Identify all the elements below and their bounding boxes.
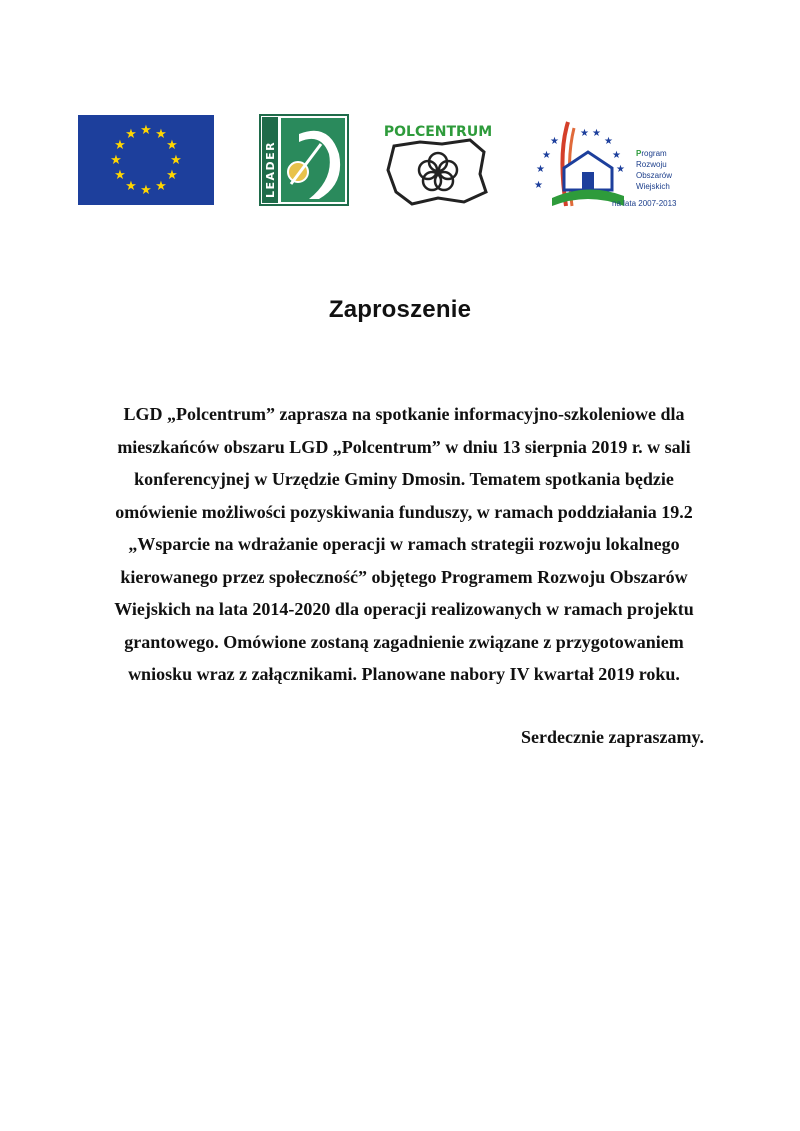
leader-logo <box>259 114 349 206</box>
svg-text:★: ★ <box>580 128 589 139</box>
eu-flag-logo <box>78 115 214 205</box>
svg-text:Obszarów: Obszarów <box>636 171 673 180</box>
body-line: Wiejskich na lata 2014-2020 dla operacji realizowanych w ramach projektu <box>114 599 694 619</box>
body-line: konferencyjnej w Urzędzie Gminy Dmosin. Tematem spotkania będzie <box>134 469 674 489</box>
svg-text:★: ★ <box>155 179 167 194</box>
svg-text:Rozwoju: Rozwoju <box>636 160 667 169</box>
document-title: Zaproszenie <box>328 296 472 323</box>
svg-text:★: ★ <box>166 138 178 153</box>
svg-text:★: ★ <box>140 123 152 138</box>
svg-text:★: ★ <box>155 127 167 142</box>
svg-text:★: ★ <box>550 136 559 147</box>
svg-text:★: ★ <box>170 153 182 168</box>
body-line: LGD „Polcentrum” zaprasza na spotkanie informacyjno-szkoleniowe dla <box>123 404 685 424</box>
svg-text:★: ★ <box>166 168 178 183</box>
svg-text:★: ★ <box>114 168 126 183</box>
svg-text:★: ★ <box>616 164 625 175</box>
svg-text:★: ★ <box>125 127 137 142</box>
logo-bar <box>0 110 800 220</box>
svg-text:★: ★ <box>536 164 545 175</box>
svg-text:★: ★ <box>534 180 543 191</box>
body-line: wniosku wraz z załącznikami. Planowane nabory IV kwartał 2019 roku. <box>128 664 680 684</box>
prow-logo <box>532 114 682 214</box>
svg-text:POLCENTRUM: POLCENTRUM <box>383 124 493 140</box>
invitation-body <box>96 398 712 691</box>
polcentrum-logo <box>380 118 496 210</box>
body-line: omówienie możliwości pozyskiwania funduszy, w ramach poddziałania 19.2 <box>115 501 693 522</box>
svg-text:★: ★ <box>592 128 601 139</box>
svg-text:Program: Program <box>636 149 667 158</box>
svg-text:Wiejskich: Wiejskich <box>636 182 670 191</box>
body-line: mieszkańców obszaru LGD „Polcentrum” w dniu 13 sierpnia 2019 r. w sali <box>117 436 691 457</box>
svg-text:★: ★ <box>114 138 126 153</box>
body-line: „Wsparcie na wdrażanie operacji w ramach strategii rozwoju lokalnego <box>128 534 680 554</box>
svg-text:★: ★ <box>125 179 137 194</box>
svg-text:★: ★ <box>140 183 152 198</box>
svg-text:na lata 2007-2013: na lata 2007-2013 <box>612 199 677 208</box>
svg-text:★: ★ <box>612 150 621 161</box>
svg-text:★: ★ <box>110 153 122 168</box>
svg-text:★: ★ <box>604 136 613 147</box>
svg-text:LEADER: LEADER <box>264 140 277 198</box>
body-line: kierowanego przez społeczność” objętego Programem Rozwoju Obszarów <box>120 566 688 587</box>
closing-line: Serdecznie zapraszamy. <box>521 727 704 747</box>
body-line: grantowego. Omówione zostaną zagadnienie związane z przygotowaniem <box>124 631 684 652</box>
svg-text:★: ★ <box>542 150 551 161</box>
